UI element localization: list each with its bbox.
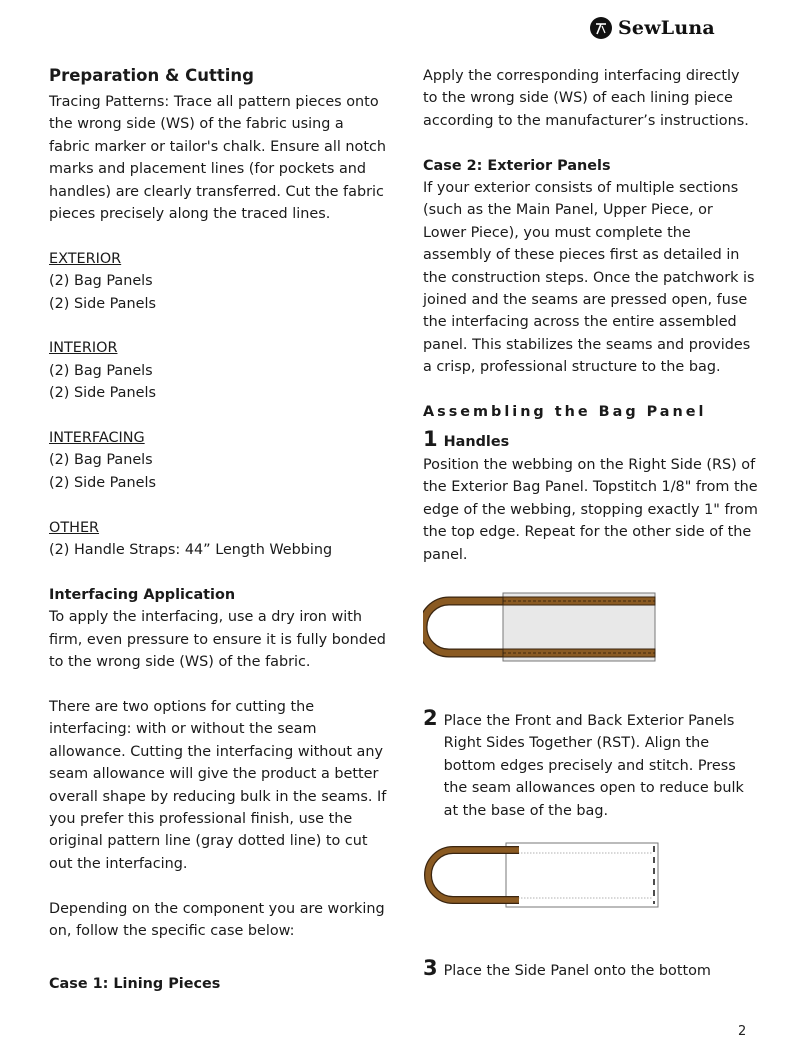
group-title: INTERIOR: [49, 340, 118, 357]
list-item: (2) Handle Straps: 44” Length Webbing: [49, 542, 333, 559]
interfacing-paragraph-2: There are two options for cutting the interfacing: with or without the seam allowance. Cutting the interfacing without any seam allowance will give the product a better overall shape by reducing bulk in the seams. If you prefer this professional finish, use the original pattern line (gray dotted line) to cut out the interfacing.: [49, 698, 387, 872]
step-2-text: Place the Front and Back Exterior Panels Right Sides Together (RST). Align the bottom edges precisely and stitch. Press the seam allowances open to reduce bulk at the base of the bag.: [443, 712, 744, 819]
case2-paragraph: If your exterior consists of multiple sections (such as the Main Panel, Upper Piece, or Lower Piece), you must complete the assembly of these pieces first as detailed in the construction steps. Once the patchwork is joined and the seams are pressed open, fuse the interfacing across the entire assembled panel. This stabilizes the seams and provides a crisp, professional structure to the bag.: [423, 180, 755, 376]
step-3-text: Place the Side Panel onto the bottom: [443, 962, 711, 979]
case2-heading: Case 2: Exterior Panels: [423, 157, 611, 174]
list-item: (2) Side Panels: [49, 295, 156, 312]
brand-logo: [590, 17, 715, 39]
list-item: (2) Bag Panels: [49, 362, 153, 379]
list-item: (2) Bag Panels: [49, 273, 153, 290]
case1-paragraph: Apply the corresponding interfacing directly to the wrong side (WS) of each lining piece according to the manufacturer’s instructions.: [423, 68, 749, 129]
preparation-heading: Preparation & Cutting: [49, 66, 254, 85]
brand-name: SewLuna: [618, 17, 715, 39]
case1-heading: Case 1: Lining Pieces: [49, 975, 221, 992]
cutting-group-exterior: [49, 248, 389, 315]
group-title: OTHER: [49, 519, 100, 536]
interfacing-paragraph-3: Depending on the component you are working on, follow the specific case below:: [49, 900, 385, 939]
step-number: 1: [423, 427, 438, 452]
assembly-heading: Assembling the Bag Panel: [423, 404, 707, 421]
scissors-needle-icon: [590, 17, 612, 39]
step-title: Handles: [443, 434, 510, 451]
handle-illustration: [423, 578, 663, 676]
list-item: (2) Side Panels: [49, 474, 156, 491]
step-number: 3: [423, 955, 438, 980]
step-3-header: [423, 956, 758, 982]
page-number: 2: [738, 1024, 747, 1039]
cutting-group-interfacing: [49, 427, 389, 494]
left-column: [49, 65, 389, 995]
step-2-header: [423, 706, 758, 822]
right-column: [423, 65, 758, 982]
cutting-group-interior: [49, 337, 389, 404]
list-item: (2) Side Panels: [49, 385, 156, 402]
interfacing-heading: Interfacing Application: [49, 586, 236, 603]
group-title: EXTERIOR: [49, 250, 122, 267]
list-item: (2) Bag Panels: [49, 452, 153, 469]
tracing-paragraph: Tracing Patterns: Trace all pattern pieces onto the wrong side (WS) of the fabric using a fabric marker or tailor's chalk. Ensure all notch marks and placement lines (for pockets and handles) are clearly transferred. Cut the fabric pieces precisely along the traced lines.: [49, 94, 387, 223]
step-number: 2: [423, 705, 438, 730]
cutting-group-other: [49, 517, 389, 562]
interfacing-paragraph-1: To apply the interfacing, use a dry iron with firm, even pressure to ensure it is fully bonded to the wrong side (WS) of the fabric.: [49, 609, 386, 671]
step-1-text: Position the webbing on the Right Side (RS) of the Exterior Bag Panel. Topstitch 1/8" from the edge of the webbing, stopping exactly 1" from the top edge. Repeat for the other side of the panel.: [423, 456, 758, 563]
panel-illustration: [423, 838, 663, 918]
step-1-header: [423, 427, 758, 453]
group-title: INTERFACING: [49, 430, 145, 447]
